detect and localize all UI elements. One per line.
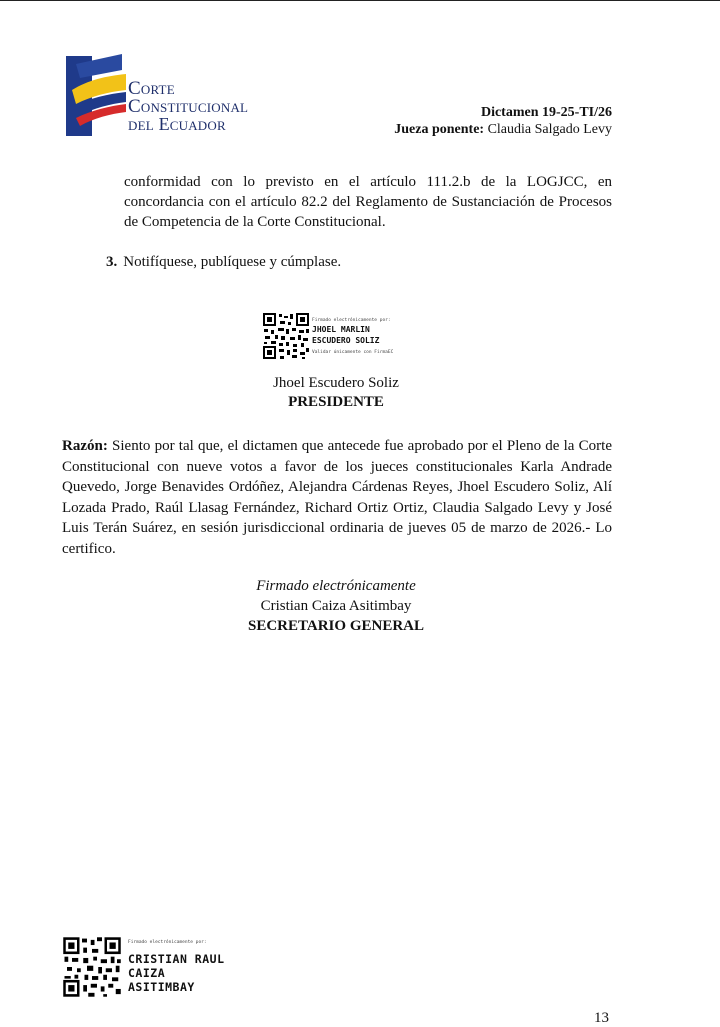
qr-signer-name-line-2: ESCUDERO SOLIZ <box>312 336 380 345</box>
secretary-name: Cristian Caiza Asitimbay <box>260 598 412 614</box>
footer-qr-name-line-2: CAIZA <box>128 966 166 980</box>
logo-line-1: Corte <box>128 78 175 99</box>
footer-qr-name-line-1: CRISTIAN RAUL <box>128 952 225 966</box>
secretary-signature <box>0 576 672 636</box>
president-signature <box>0 374 672 412</box>
qr-code-icon[interactable] <box>62 936 122 998</box>
body-paragraph: conformidad con lo previsto en el artículo 111.2.b de la LOGJCC, en concordancia con el artículo 82.2 del Reglamento de Sustanciación de Procesos de Competencia de la Corte Constitucional. <box>124 174 612 230</box>
jueza-label: Jueza ponente: <box>394 122 485 137</box>
president-name: Jhoel Escudero Soliz <box>273 375 399 391</box>
item-text: Notifíquese, publíquese y cúmplase. <box>123 254 342 270</box>
court-emblem-icon <box>62 50 128 142</box>
page-number: 13 <box>594 1010 609 1026</box>
qr-code-icon[interactable] <box>262 312 310 360</box>
razon-text: Siento por tal que, el dictamen que antecede fue aprobado por el Pleno de la Corte Constitucional con nueve votos a favor de los jueces constitucionales Karla Andrade Quevedo, Jorge Benavides Ordóñez, Alejandra Cárdenas Reyes, Jhoel Escudero Soliz, Alí Lozada Prado, Raúl Llasag Fernández, Richard Ortiz Ortiz, Claudia Salgado Levy y José Luis Terán Suárez, en sesión jurisdiccional ordinaria de jueves 05 de marzo de 2026.- Lo certifico. <box>62 438 612 557</box>
jueza-name: Claudia Salgado Levy <box>487 122 612 137</box>
qr-label-bottom: Validar únicamente con FirmaEC <box>312 350 394 355</box>
dictamen-number: Dictamen 19-25-TI/26 <box>480 105 612 120</box>
qr-label-top: Firmado electrónicamente por: <box>312 318 391 323</box>
court-logo <box>62 50 292 142</box>
footer-qr-label-top: Firmado electrónicamente por: <box>128 940 207 945</box>
logo-line-3: del Ecuador <box>128 114 226 134</box>
electronic-signature-note: Firmado electrónicamente <box>256 578 416 594</box>
president-title: PRESIDENTE <box>288 394 384 410</box>
secretary-title: SECRETARIO GENERAL <box>247 618 424 634</box>
document-header <box>394 104 612 138</box>
footer-qr-name-line-3: ASITIMBAY <box>128 980 195 994</box>
item-number: 3. <box>106 254 118 270</box>
razon-label: Razón: <box>62 438 108 454</box>
qr-signature-text-2 <box>128 940 225 994</box>
court-logo-text <box>128 80 248 134</box>
qr-signer-name-line-1: JHOEL MARLIN <box>312 325 370 334</box>
qr-signature-text-1 <box>312 318 393 356</box>
razon-paragraph <box>62 436 612 559</box>
logo-line-2: Constitucional <box>128 96 249 117</box>
resolution-item-3 <box>106 252 341 272</box>
